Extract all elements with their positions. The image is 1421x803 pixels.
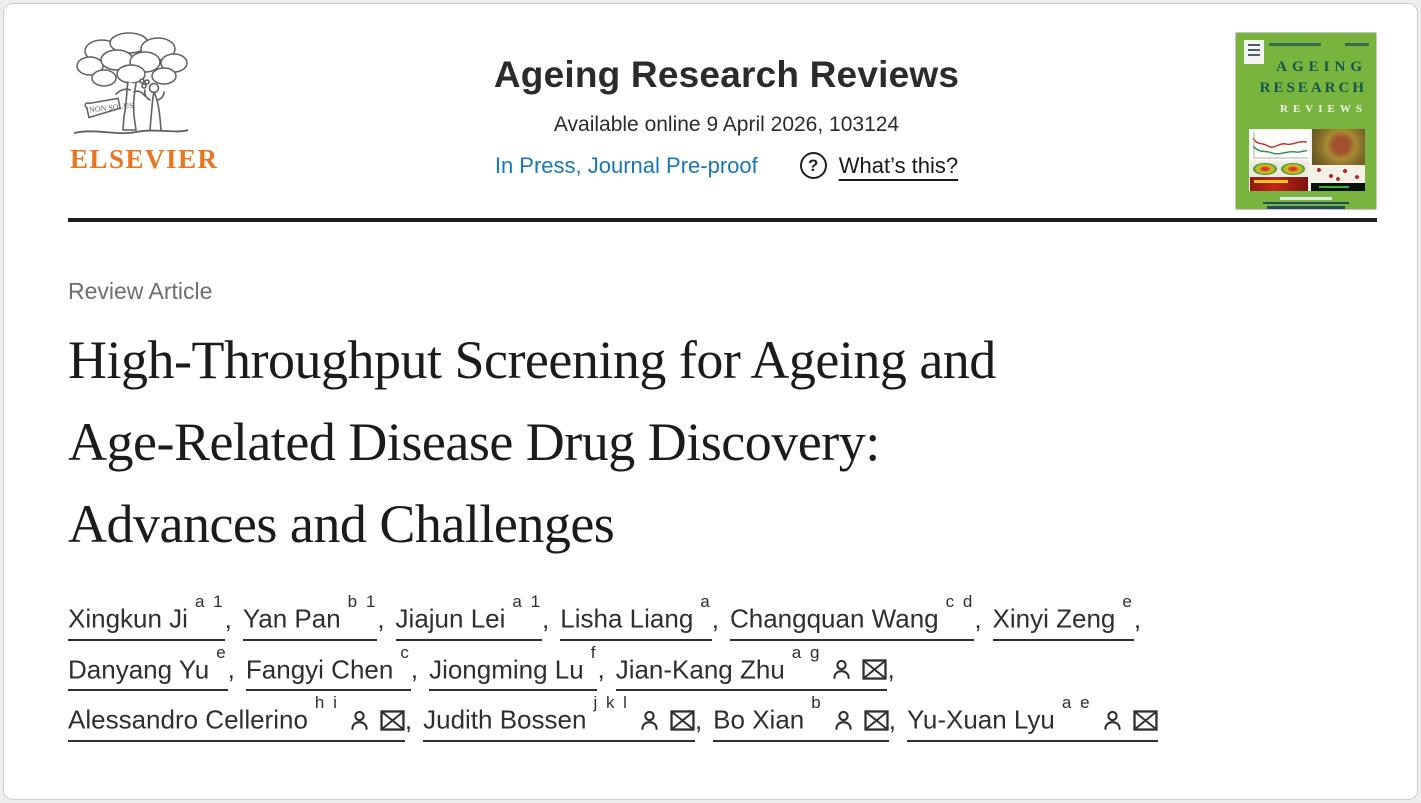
author-affiliation-sup: a e — [1061, 693, 1092, 713]
email-icon — [864, 709, 889, 732]
author-affiliation-sup: b 1 — [347, 592, 378, 611]
author-affiliation-sup: f — [590, 642, 598, 662]
author-profile-icon — [1101, 709, 1124, 732]
article-page-card — [3, 3, 1418, 800]
email-icon — [380, 709, 405, 732]
author-name: Jiajun Lei — [395, 603, 506, 634]
cover-collage — [1249, 129, 1365, 191]
author-name: Yu-Xuan Lyu — [906, 704, 1055, 735]
article-category-label: Review Article — [68, 278, 213, 304]
author-name: Fangyi Chen — [245, 654, 394, 685]
author-link[interactable] — [560, 592, 712, 641]
author-separator: , — [694, 704, 703, 735]
author-profile-icon — [832, 709, 855, 732]
author-link[interactable] — [423, 693, 695, 742]
article-title-line3: Advances and Challenges — [68, 494, 615, 554]
author-line — [68, 642, 1377, 692]
author-link[interactable] — [615, 642, 888, 692]
author-name: Xingkun Ji — [68, 603, 188, 634]
author-name: Yan Pan — [242, 603, 341, 634]
email-icon — [670, 709, 695, 732]
elsevier-tree-icon — [68, 30, 194, 142]
author-name: Judith Bossen — [423, 704, 587, 735]
cover-issue-line-right — [1345, 43, 1369, 46]
page-header — [68, 4, 1377, 218]
author-separator: , — [377, 603, 385, 634]
cover-brain-scans — [1250, 162, 1308, 176]
cover-title-line1: AGEING — [1276, 59, 1367, 75]
author-separator: , — [887, 654, 895, 685]
cover-red-panel — [1250, 177, 1308, 191]
author-line — [68, 693, 1377, 742]
cover-chart-thumb — [1250, 130, 1310, 160]
author-affiliation-sup: h i — [314, 693, 339, 713]
author-separator: , — [711, 603, 719, 634]
author-name: Changquan Wang — [729, 603, 939, 634]
journal-header — [218, 30, 1235, 179]
non-solus-banner: NON SOLUS — [88, 100, 135, 115]
author-link[interactable] — [729, 592, 975, 641]
cover-issue-line — [1269, 43, 1321, 46]
elsevier-logo[interactable] — [68, 30, 218, 175]
author-separator: , — [404, 704, 413, 735]
author-separator: , — [974, 603, 982, 634]
journal-title-link[interactable]: Ageing Research Reviews — [493, 54, 960, 95]
author-link[interactable] — [713, 693, 889, 742]
author-name: Jian-Kang Zhu — [615, 654, 785, 685]
article-title-line1: High-Throughput Screening for Ageing and — [68, 330, 996, 390]
cover-title-line3: REVIEWS — [1280, 103, 1367, 115]
author-affiliation-sup: c d — [945, 592, 975, 611]
status-row — [218, 152, 1235, 179]
author-link[interactable] — [68, 642, 228, 692]
author-link[interactable] — [992, 592, 1134, 641]
author-profile-icon — [348, 709, 371, 732]
elsevier-wordmark: ELSEVIER — [70, 144, 219, 174]
header-divider — [68, 218, 1377, 222]
author-name: Alessandro Cellerino — [68, 704, 308, 735]
email-icon — [1133, 709, 1158, 732]
author-affiliation-sup: a 1 — [194, 592, 225, 611]
author-list — [68, 592, 1377, 742]
author-link[interactable] — [429, 642, 598, 692]
help-question-icon[interactable]: ? — [800, 152, 827, 179]
author-profile-icon — [638, 709, 661, 732]
cover-photo-thumb — [1312, 129, 1365, 165]
author-affiliation-sup: j k l — [593, 693, 629, 713]
author-link[interactable] — [395, 592, 543, 641]
author-link[interactable] — [68, 592, 225, 641]
author-name: Jiongming Lu — [429, 654, 584, 685]
author-affiliation-sup: e — [216, 642, 228, 662]
in-press-status: In Press, Journal Pre-proof — [494, 152, 758, 178]
author-line — [68, 592, 1377, 641]
cover-title-line2: RESEARCH — [1259, 80, 1367, 96]
author-separator: , — [597, 654, 605, 685]
author-separator: , — [410, 654, 419, 685]
author-affiliation-sup: a 1 — [512, 592, 543, 611]
author-separator: , — [542, 603, 550, 634]
author-separator: , — [1133, 603, 1142, 634]
author-name: Lisha Liang — [560, 603, 694, 634]
author-name: Xinyi Zeng — [992, 603, 1116, 634]
author-link[interactable] — [906, 693, 1158, 742]
author-name: Danyang Yu — [68, 654, 210, 685]
author-name: Bo Xian — [713, 704, 805, 735]
author-separator: , — [888, 704, 896, 735]
whats-this-link[interactable]: What’s this? — [838, 152, 959, 178]
author-profile-icon — [830, 658, 853, 681]
cover-editors-text — [1236, 195, 1376, 210]
author-link[interactable] — [242, 592, 378, 641]
journal-cover-thumbnail[interactable] — [1235, 32, 1377, 210]
author-link[interactable] — [68, 693, 405, 742]
cover-title — [1260, 59, 1367, 115]
author-affiliation-sup: a g — [791, 642, 822, 662]
author-affiliation-sup: e — [1122, 592, 1134, 611]
email-icon — [862, 658, 887, 681]
author-link[interactable] — [245, 642, 411, 692]
author-affiliation-sup: c — [400, 642, 411, 662]
author-affiliation-sup: a — [700, 592, 712, 611]
article-title-line2: Age-Related Disease Drug Discovery: — [68, 412, 880, 472]
author-affiliation-sup: b — [811, 693, 823, 713]
cover-dark-panel — [1311, 183, 1365, 191]
availability-text: Available online 9 April 2026, 103124 — [553, 113, 900, 136]
cover-network-diagram — [1311, 166, 1365, 182]
author-separator: , — [224, 603, 232, 634]
article-title — [68, 319, 1377, 565]
author-separator: , — [227, 654, 235, 685]
